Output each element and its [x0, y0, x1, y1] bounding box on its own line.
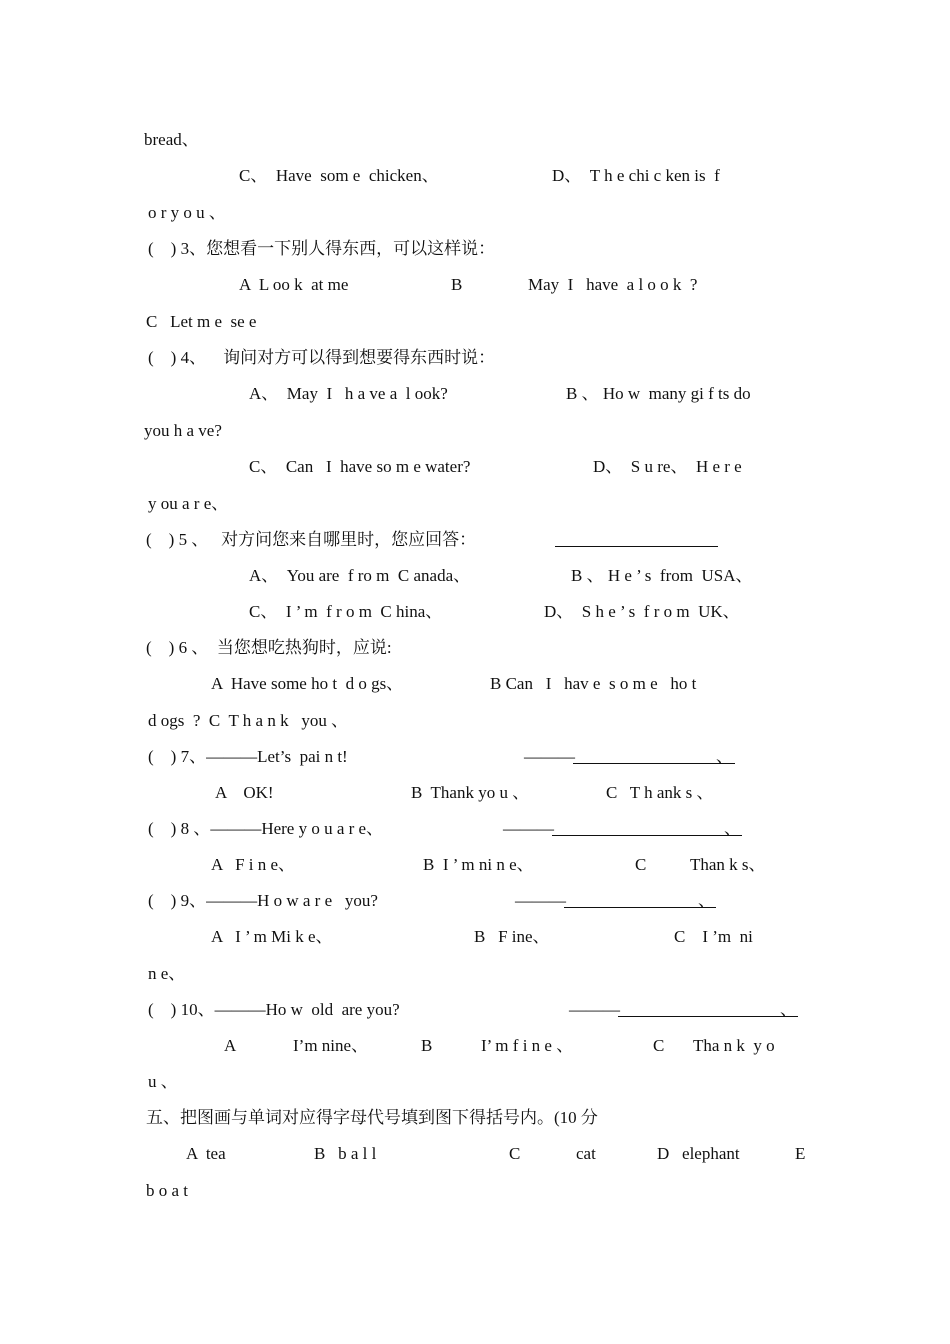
answer-blank[interactable] [618, 1000, 798, 1017]
dialogue-dash: ——— [569, 1000, 620, 1019]
answer-blank[interactable] [552, 819, 742, 836]
word-a: A tea [186, 1144, 226, 1163]
text-line: o r y o u 、 [148, 203, 226, 222]
text-line: u 、 [148, 1072, 178, 1091]
answer-blank[interactable] [573, 747, 735, 764]
option-c: Than k s、 [690, 855, 766, 874]
question-6: ( ) 6 、 当您想吃热狗时，应说: [146, 638, 392, 657]
option-c-label: C [635, 855, 647, 874]
option-a: A F i n e、 [211, 855, 296, 874]
option-d: D、 T h e chi c ken is f [552, 166, 720, 185]
option-b-label: B [421, 1036, 433, 1055]
punctuation: 、 [724, 819, 741, 838]
text-line: d ogs ? C T h a n k you 、 [148, 711, 349, 730]
option-a: I’m nine、 [293, 1036, 369, 1055]
option-c: C、 Can I have so m e water? [249, 457, 471, 476]
option-b: B 、 H e ’ s from USA、 [571, 566, 753, 585]
option-d: D、 S h e ’ s f r o m UK、 [544, 602, 740, 621]
option-a: A OK! [215, 783, 274, 802]
punctuation: 、 [780, 1000, 797, 1019]
answer-blank[interactable] [555, 530, 718, 547]
text-line: bread、 [144, 130, 199, 149]
option-c: C I ’m ni [674, 927, 753, 946]
dialogue-dash: ——— [503, 819, 554, 838]
option-a: A L oo k at me [239, 275, 349, 294]
word-e-label: E [795, 1144, 806, 1163]
option-a: A I ’ m Mi k e、 [211, 927, 333, 946]
question-7: ( ) 7、———Let’s pai n t! [148, 747, 348, 766]
question-10: ( ) 10、———Ho w old are you? [148, 1000, 400, 1019]
answer-blank[interactable] [564, 891, 716, 908]
question-4: ( ) 4、 询问对方可以得到想要得东西时说： [148, 348, 496, 367]
option-c: C、 I ’ m f r o m C hina、 [249, 602, 443, 621]
question-8: ( ) 8 、———Here y o u a r e、 [148, 819, 384, 838]
word-d: D elephant [657, 1144, 740, 1163]
word-c-label: C [509, 1144, 521, 1163]
option-c-label: C [653, 1036, 665, 1055]
word-c: cat [576, 1144, 596, 1163]
punctuation: 、 [716, 747, 733, 766]
option-a: A Have some ho t d o gs、 [211, 674, 404, 693]
question-5: ( ) 5 、 对方问您来自哪里时，您应回答： [146, 530, 477, 549]
option-c: C T h ank s 、 [606, 783, 714, 802]
word-b: B b a l l [314, 1144, 377, 1163]
punctuation: 、 [698, 891, 715, 910]
option-b: B I ’ m ni n e、 [423, 855, 534, 874]
option-b: B F ine、 [474, 927, 550, 946]
text-line: n e、 [148, 964, 186, 983]
question-9: ( ) 9、———H o w a r e you? [148, 891, 378, 910]
option-a: A、 May I h a ve a l ook? [249, 384, 448, 403]
text-line: you h a ve? [144, 421, 222, 440]
option-c: Tha n k y o [693, 1036, 775, 1055]
dialogue-dash: ——— [524, 747, 575, 766]
option-d: D、 S u re、 H e r e [593, 457, 742, 476]
option-a: A、 You are f ro m C anada、 [249, 566, 471, 585]
option-c: C Let m e se e [146, 312, 257, 331]
word-e: b o a t [146, 1181, 189, 1200]
option-c: C、 Have som e chicken、 [239, 166, 439, 185]
section-heading: 五、把图画与单词对应得字母代号填到图下得括号内。(10 分 [146, 1108, 598, 1127]
option-b: B Thank yo u 、 [411, 783, 530, 802]
text-line: y ou a r e、 [148, 494, 229, 513]
option-b-label: B [451, 275, 463, 294]
option-b: I’ m f i n e 、 [481, 1036, 574, 1055]
option-a-label: A [224, 1036, 237, 1055]
option-b: May I have a l o o k ? [528, 275, 698, 294]
option-b: B Can I hav e s o m e ho t [490, 674, 697, 693]
dialogue-dash: ——— [515, 891, 566, 910]
option-b: B 、 Ho w many gi f ts do [566, 384, 751, 403]
question-3: ( ) 3、您想看一下别人得东西，可以这样说： [148, 239, 496, 258]
